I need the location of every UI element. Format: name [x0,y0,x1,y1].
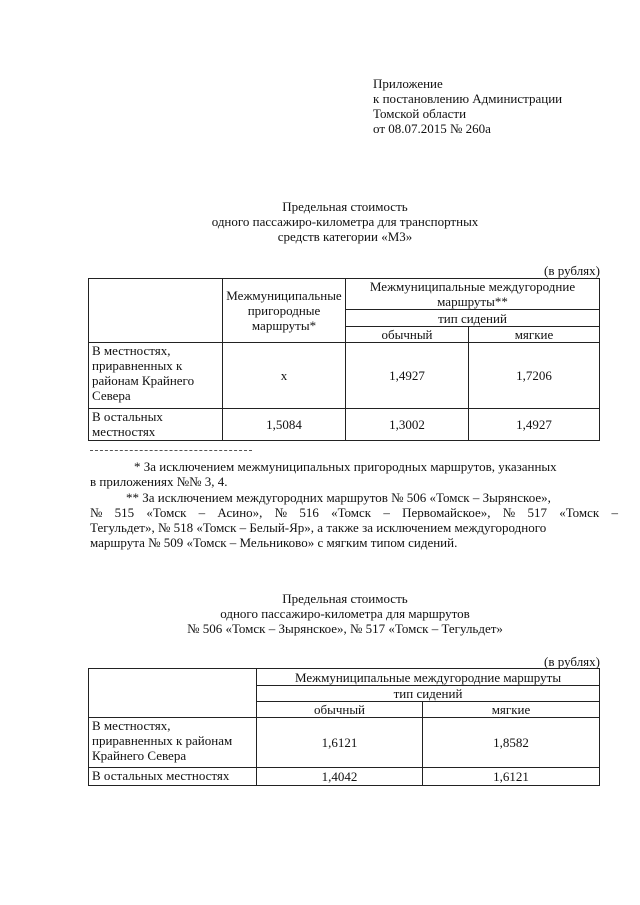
footnote-1 [90,459,598,489]
title-line: средств категории «М3» [277,229,413,244]
cell-regular: 1,3002 [346,409,469,441]
footnote-separator [90,450,252,451]
header-seat-type: тип сидений [257,686,600,702]
appendix-line: Приложение [373,76,443,91]
footnote-2 [90,490,618,550]
cell-soft: 1,8582 [423,718,600,768]
header-intercity: Межмуниципальные междугородние маршруты [257,669,600,686]
section1-table [88,278,600,441]
cell-suburban: х [223,343,346,409]
header-seat-type: тип сидений [346,310,600,327]
title-line: Предельная стоимость [282,591,408,606]
footnote-line: маршрута № 509 «Томск – Мельниково» с мягким типом сидений. [90,535,458,550]
table-row [89,768,600,786]
cell-soft: 1,7206 [469,343,600,409]
cell-suburban: 1,5084 [223,409,346,441]
cell-regular: 1,4042 [257,768,423,786]
header-regular: обычный [257,702,423,718]
title-line: одного пассажиро-километра для маршрутов [220,606,470,621]
title-line: № 506 «Томск – Зырянское», № 517 «Томск – Тегульдет» [187,621,503,636]
title-line: Предельная стоимость [282,199,408,214]
table-row [89,409,600,441]
cell-soft: 1,6121 [423,768,600,786]
header-soft: мягкие [469,327,600,343]
section2-title [90,591,600,636]
footnote-line [90,505,618,520]
cell-regular: 1,6121 [257,718,423,768]
table-row [89,343,600,409]
footnote-line: Тегульдет», № 518 «Томск – Белый-Яр», а также за исключением междугородного [90,520,547,535]
row-label: В остальных местностях [89,768,257,786]
appendix-date-number: от 08.07.2015 № 260а [373,121,491,136]
row-label: В остальных местностях [89,409,223,441]
row-label: В местностях, приравненных к районам Крайнего Севера [89,718,257,768]
header-empty-cell [89,669,257,718]
table-row [89,718,600,768]
footnote-line: * За исключением межмуниципальных пригородных маршрутов, указанных [134,459,557,474]
header-soft: мягкие [423,702,600,718]
section1-title [90,199,600,244]
title-line: одного пассажиро-километра для транспортных [211,214,479,229]
section2-table [88,668,600,786]
footnote-text: № 515 «Томск – Асино», № 516 «Томск – Первомайское», № 517 «Томск – [90,505,618,520]
row-label: В местностях, приравненных к районам Крайнего Севера [89,343,223,409]
appendix-line: Томской области [373,106,467,121]
header-intercity: Межмуниципальные междугородние маршруты** [346,279,600,310]
footnote-line: ** За исключением междугородних маршрутов № 506 «Томск – Зырянское», [126,490,551,505]
footnote-line: в приложениях №№ 3, 4. [90,474,228,489]
section2-unit: (в рублях) [544,654,600,669]
header-suburban: Межмуниципальные пригородные маршруты* [223,279,346,343]
cell-soft: 1,4927 [469,409,600,441]
cell-regular: 1,4927 [346,343,469,409]
appendix-header [373,76,623,136]
header-empty-cell [89,279,223,343]
section1-unit: (в рублях) [544,263,600,278]
appendix-line: к постановлению Администрации [373,91,563,106]
header-regular: обычный [346,327,469,343]
